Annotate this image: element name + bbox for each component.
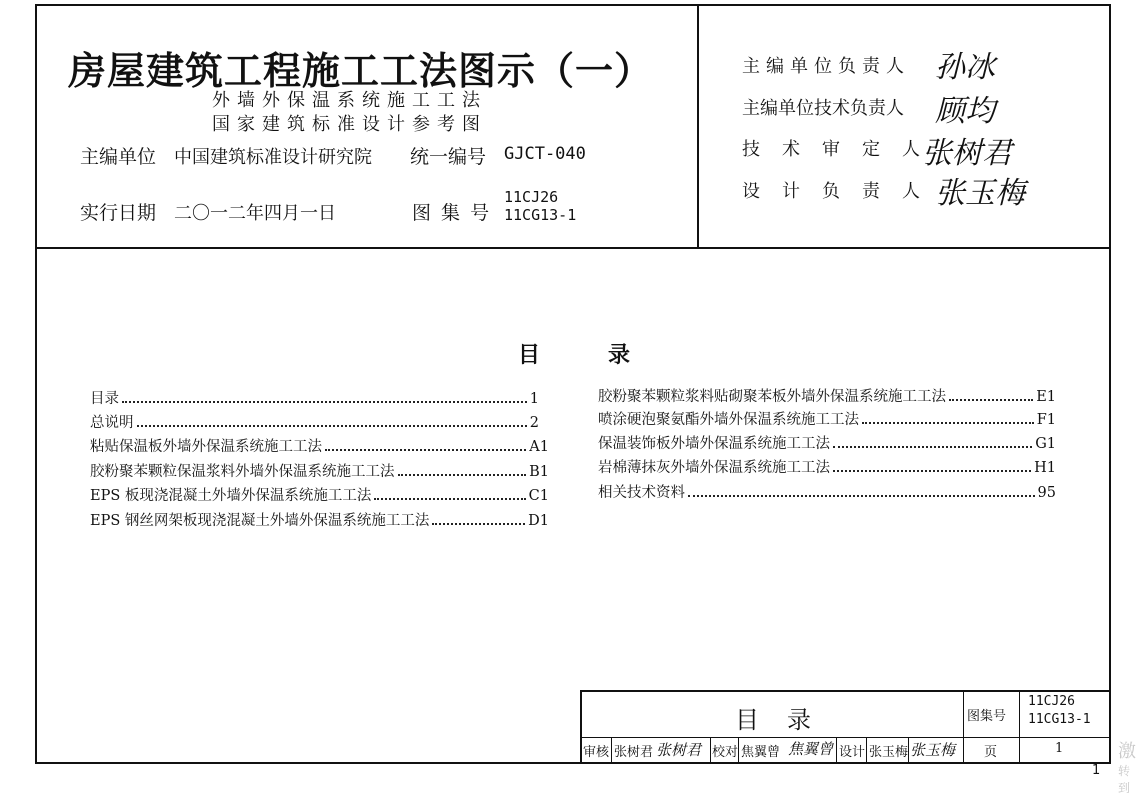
toc-entry-page: E1: [1036, 389, 1056, 405]
toc-entry[interactable]: [90, 484, 549, 505]
toc-entry[interactable]: [90, 435, 549, 456]
title-block-atlas-label: 图集号: [967, 709, 1007, 724]
design-responsible-label: 设计负责人: [742, 181, 942, 202]
check-signature: 焦翼曾: [788, 740, 834, 758]
title-block-divider: [963, 690, 964, 764]
check-label: 校对: [712, 745, 739, 760]
cell-divider: [710, 737, 711, 764]
effective-date-label: 实行日期: [80, 202, 157, 224]
check-name: 焦翼曾: [741, 745, 781, 760]
toc-leader-dots: [398, 474, 527, 476]
toc-leader-dots: [374, 498, 525, 500]
toc-entry-page: G1: [1035, 436, 1056, 452]
toc-entry[interactable]: [90, 387, 539, 408]
toc-entry-page: 95: [1037, 485, 1056, 501]
toc-entry[interactable]: [598, 385, 1056, 406]
unified-no-label: 统一编号: [410, 146, 487, 168]
toc-entry[interactable]: [598, 456, 1056, 477]
toc-entry-title: 胶粉聚苯颗粒浆料贴砌聚苯板外墙外保温系统施工工法: [598, 389, 946, 405]
toc-entry[interactable]: [598, 432, 1056, 453]
toc-entry-title: EPS 板现浇混凝土外墙外保温系统施工工法: [90, 488, 372, 504]
toc-leader-dots: [833, 470, 1031, 472]
toc-entry-page: F1: [1036, 412, 1056, 428]
technical-reviewer-label: 技术审定人: [742, 139, 942, 160]
toc-entry-page: B1: [529, 464, 549, 480]
toc-heading-right: 录: [608, 343, 631, 368]
design-responsible-signature: 张玉梅: [935, 176, 1025, 211]
toc-entry-title: 胶粉聚苯颗粒保温浆料外墙外保温系统施工工法: [90, 464, 395, 480]
design-name: 张玉梅: [869, 745, 909, 760]
toc-entry[interactable]: [90, 411, 539, 432]
cell-divider: [611, 737, 612, 764]
title-block-rule: [580, 737, 1111, 738]
subtitle-system: 外墙外保温系统施工工法: [212, 90, 487, 111]
effective-date-value: 二〇一二年四月一日: [174, 203, 336, 224]
toc-entry-title: 喷涂硬泡聚氨酯外墙外保温系统施工工法: [598, 412, 859, 428]
footer-page-number: 1: [1092, 763, 1101, 778]
toc-leader-dots: [862, 422, 1034, 424]
toc-leader-dots: [325, 449, 526, 451]
toc-entry-title: 总说明: [90, 415, 134, 431]
toc-leader-dots: [833, 446, 1032, 448]
page-title: 房屋建筑工程施工工法图示（一）: [68, 49, 654, 93]
toc-entry[interactable]: [90, 509, 549, 530]
toc-leader-dots: [432, 523, 525, 525]
toc-entry-page: C1: [528, 488, 549, 504]
chief-unit-responsible-signature: 孙冰: [935, 50, 995, 85]
review-name: 张树君: [614, 745, 654, 760]
watermark-text: 转到: [1118, 764, 1131, 795]
toc-entry-page: H1: [1034, 460, 1056, 476]
cell-divider: [908, 737, 909, 764]
toc-leader-dots: [137, 425, 527, 427]
editor-unit-value: 中国建筑标准设计研究院: [174, 147, 372, 168]
design-label: 设计: [839, 745, 866, 760]
page-number-cell: 1: [1055, 741, 1064, 756]
technical-reviewer-signature: 张树君: [922, 136, 1012, 171]
toc-entry[interactable]: [598, 481, 1056, 502]
cell-divider: [738, 737, 739, 764]
toc-heading-left: 目: [518, 343, 541, 368]
toc-entry-title: EPS 钢丝网架板现浇混凝土外墙外保温系统施工工法: [90, 513, 430, 529]
chief-tech-responsible-signature: 顾均: [935, 94, 995, 129]
header-divider: [697, 4, 699, 248]
atlas-no-1: 11CJ26: [504, 188, 559, 206]
cell-divider: [836, 737, 837, 764]
atlas-no-2: 11CG13-1: [504, 206, 577, 224]
toc-entry[interactable]: [90, 460, 549, 481]
cell-divider: [866, 737, 867, 764]
toc-entry[interactable]: [598, 408, 1056, 429]
toc-entry-title: 目录: [90, 391, 119, 407]
review-signature: 张树君: [656, 741, 702, 759]
toc-entry-title: 粘贴保温板外墙外保温系统施工工法: [90, 439, 322, 455]
toc-leader-dots: [122, 401, 527, 403]
review-label: 审核: [583, 745, 610, 760]
chief-tech-responsible-label: 主编单位技术负责人: [742, 98, 904, 119]
title-block-title: 目录: [735, 706, 839, 734]
title-block-atlas-no-1: 11CJ26: [1028, 694, 1075, 709]
atlas-no-label: 图 集 号: [412, 202, 492, 224]
title-block-divider: [1019, 690, 1020, 764]
toc-leader-dots: [949, 399, 1033, 401]
toc-entry-title: 相关技术资料: [598, 485, 685, 501]
title-block-atlas-no-2: 11CG13-1: [1028, 712, 1091, 727]
toc-entry-page: A1: [529, 439, 549, 455]
chief-unit-responsible-label: 主编单位负责人: [742, 56, 910, 77]
header-bottom-rule: [35, 247, 1111, 249]
unified-no-value: GJCT-040: [504, 144, 586, 164]
toc-entry-title: 岩棉薄抹灰外墙外保温系统施工工法: [598, 460, 830, 476]
design-signature: 张玉梅: [910, 741, 956, 759]
toc-entry-title: 保温装饰板外墙外保温系统施工工法: [598, 436, 830, 452]
toc-entry-page: 2: [529, 415, 539, 431]
page-label: 页: [984, 745, 998, 760]
subtitle-reference: 国家建筑标准设计参考图: [212, 114, 487, 135]
editor-unit-label: 主编单位: [80, 146, 157, 168]
watermark-text: 激: [1118, 741, 1136, 762]
toc-leader-dots: [688, 495, 1035, 497]
toc-entry-page: 1: [529, 391, 539, 407]
toc-entry-page: D1: [528, 513, 549, 529]
